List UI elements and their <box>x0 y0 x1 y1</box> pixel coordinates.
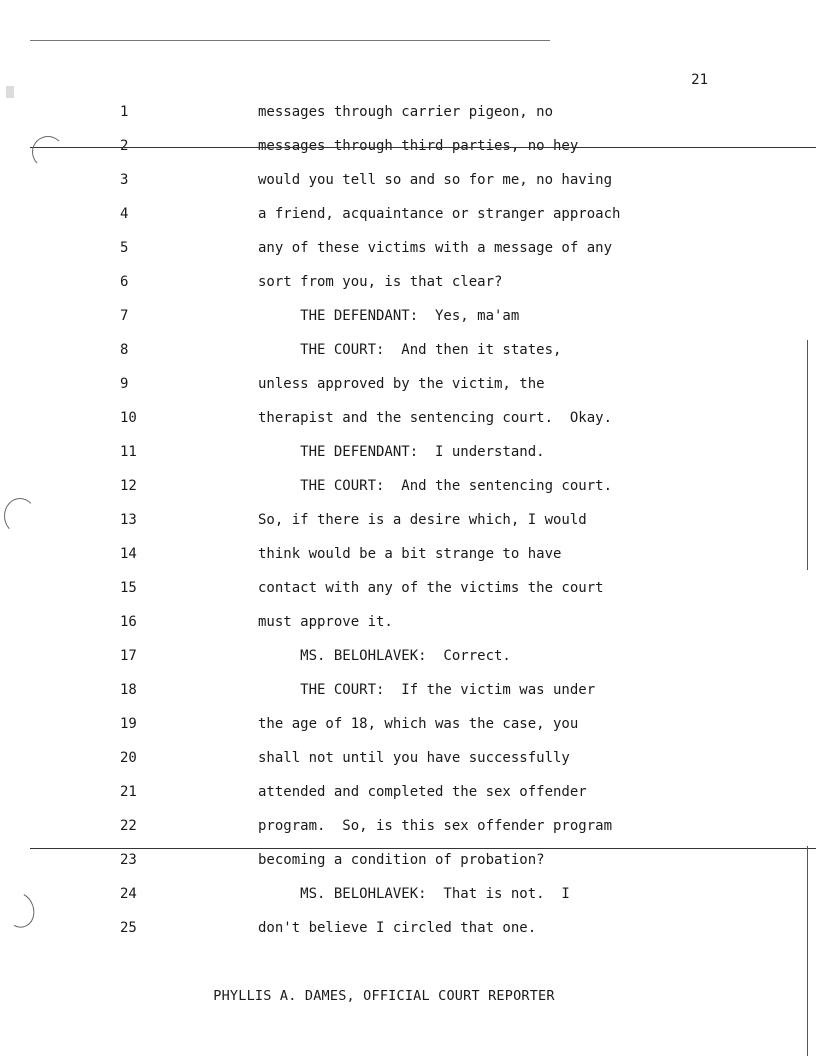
transcript-line <box>0 206 816 226</box>
transcript-line <box>0 546 816 566</box>
line-text: sort from you, is that clear? <box>258 274 503 290</box>
line-text: program. So, is this sex offender program <box>258 818 613 834</box>
line-number: 18 <box>120 682 137 698</box>
transcript-line <box>0 138 816 158</box>
transcript-line <box>0 240 816 260</box>
line-text: therapist and the sentencing court. Okay. <box>258 410 613 426</box>
transcript-line <box>0 512 816 532</box>
transcript-line <box>0 478 816 498</box>
right-margin-rule <box>807 340 808 570</box>
line-text: MS. BELOHLAVEK: Correct. <box>258 648 511 664</box>
transcript-line <box>0 648 816 668</box>
line-text: would you tell so and so for me, no having <box>258 172 613 188</box>
line-text: So, if there is a desire which, I would <box>258 512 587 528</box>
binder-hole-mark <box>32 136 64 168</box>
right-margin-rule <box>807 846 808 1056</box>
line-number: 9 <box>120 376 129 392</box>
line-text: don't believe I circled that one. <box>258 920 537 936</box>
line-number: 17 <box>120 648 137 664</box>
line-text: must approve it. <box>258 614 393 630</box>
page-edge-rule <box>30 848 816 849</box>
line-text: THE DEFENDANT: I understand. <box>258 444 545 460</box>
transcript-line <box>0 580 816 600</box>
line-number: 24 <box>120 886 137 902</box>
line-text: a friend, acquaintance or stranger approach <box>258 206 621 222</box>
line-number: 21 <box>120 784 137 800</box>
line-number: 14 <box>120 546 137 562</box>
line-number: 7 <box>120 308 129 324</box>
scan-speck <box>6 86 14 98</box>
line-text: MS. BELOHLAVEK: That is not. I <box>258 886 570 902</box>
transcript-line <box>0 342 816 362</box>
line-text: think would be a bit strange to have <box>258 546 562 562</box>
line-text: any of these victims with a message of any <box>258 240 613 256</box>
transcript-line <box>0 818 816 838</box>
transcript-line <box>0 172 816 192</box>
line-number: 23 <box>120 852 137 868</box>
line-number: 11 <box>120 444 137 460</box>
binder-hole-mark <box>4 498 36 534</box>
transcript-line <box>0 682 816 702</box>
line-number: 2 <box>120 138 129 154</box>
court-reporter-footer: PHYLLIS A. DAMES, OFFICIAL COURT REPORTER <box>213 988 555 1004</box>
transcript-line <box>0 750 816 770</box>
line-text: messages through third parties, no hey <box>258 138 579 154</box>
transcript-line <box>0 104 816 124</box>
line-number: 10 <box>120 410 137 426</box>
line-text: attended and completed the sex offender <box>258 784 587 800</box>
line-number: 13 <box>120 512 137 528</box>
line-number: 1 <box>120 104 129 120</box>
line-number: 22 <box>120 818 137 834</box>
transcript-line <box>0 852 816 872</box>
transcript-line <box>0 716 816 736</box>
line-text: THE COURT: If the victim was under <box>258 682 596 698</box>
transcript-line <box>0 444 816 464</box>
transcript-line <box>0 410 816 430</box>
transcript-line <box>0 376 816 396</box>
line-text: shall not until you have successfully <box>258 750 570 766</box>
line-text: the age of 18, which was the case, you <box>258 716 579 732</box>
line-number: 16 <box>120 614 137 630</box>
page-number: 21 <box>691 72 708 88</box>
line-text: THE DEFENDANT: Yes, ma'am <box>258 308 520 324</box>
line-text: messages through carrier pigeon, no <box>258 104 554 120</box>
line-number: 19 <box>120 716 137 732</box>
transcript-line <box>0 920 816 940</box>
transcript-line <box>0 308 816 328</box>
line-text: unless approved by the victim, the <box>258 376 545 392</box>
line-number: 20 <box>120 750 137 766</box>
line-number: 6 <box>120 274 129 290</box>
line-text: THE COURT: And then it states, <box>258 342 562 358</box>
transcript-line <box>0 784 816 804</box>
line-number: 15 <box>120 580 137 596</box>
transcript-line <box>0 886 816 906</box>
line-number: 8 <box>120 342 129 358</box>
transcript-line <box>0 274 816 294</box>
strike-through-rule <box>30 147 816 148</box>
line-text: becoming a condition of probation? <box>258 852 545 868</box>
top-scan-rule <box>30 40 550 41</box>
transcript-line <box>0 614 816 634</box>
line-number: 4 <box>120 206 129 222</box>
line-number: 5 <box>120 240 129 256</box>
line-text: contact with any of the victims the court <box>258 580 604 596</box>
line-text: THE COURT: And the sentencing court. <box>258 478 613 494</box>
line-number: 3 <box>120 172 129 188</box>
line-number: 12 <box>120 478 137 494</box>
line-number: 25 <box>120 920 137 936</box>
